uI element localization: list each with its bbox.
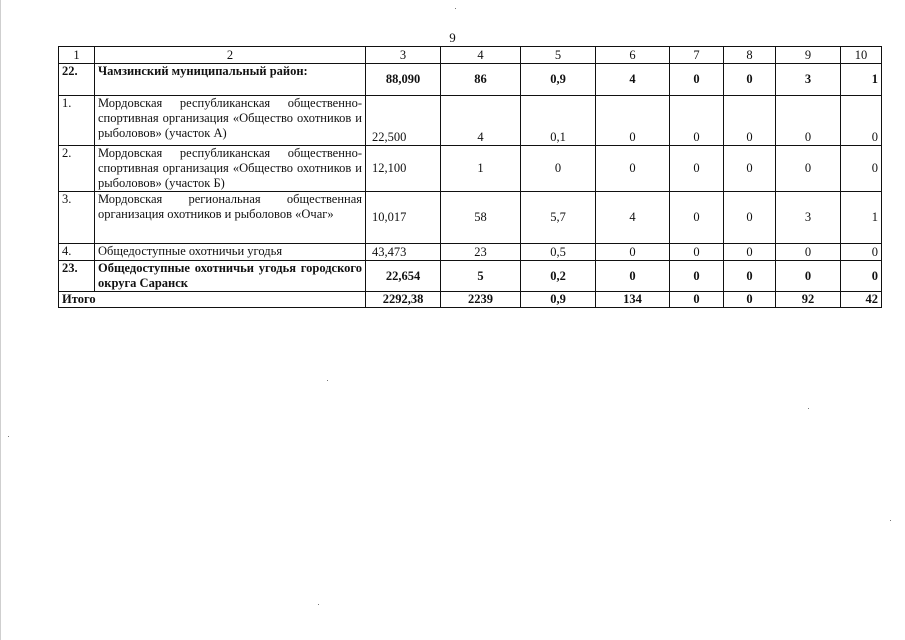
- row-number: 3.: [59, 192, 95, 244]
- wildlife-table: [58, 46, 882, 308]
- value-cell: 1: [441, 146, 521, 192]
- scan-speck: [318, 604, 319, 605]
- total-value: 0: [670, 292, 724, 308]
- table-row: [59, 146, 882, 192]
- value-cell: 0: [841, 96, 882, 146]
- header-cell: 9: [776, 47, 841, 64]
- value-cell: 0: [724, 192, 776, 244]
- value-cell: 0: [776, 96, 841, 146]
- value-cell: 0: [724, 64, 776, 96]
- value-cell: 86: [441, 64, 521, 96]
- value-cell: 0: [670, 192, 724, 244]
- value-cell: 3: [776, 64, 841, 96]
- table-row: [59, 192, 882, 244]
- value-cell: 0: [841, 261, 882, 292]
- value-cell: 0: [670, 64, 724, 96]
- header-cell: 5: [521, 47, 596, 64]
- value-cell: 0: [776, 244, 841, 261]
- scan-speck: [455, 8, 456, 9]
- row-name: Чамзинский муниципальный район:: [95, 64, 366, 96]
- total-value: 0: [724, 292, 776, 308]
- total-label: Итого: [59, 292, 366, 308]
- value-cell: 5,7: [521, 192, 596, 244]
- value-cell: 0: [670, 261, 724, 292]
- value-cell: 0: [776, 146, 841, 192]
- row-name: Общедоступные охотничьи угодья городского округа Саранск: [95, 261, 366, 292]
- value-cell: 0: [841, 146, 882, 192]
- row-name: Мордовская республиканская общественно-спортивная организация «Общество охотников и рыболовов» (участок Б): [95, 146, 366, 192]
- header-cell: 10: [841, 47, 882, 64]
- value-cell: 0: [521, 146, 596, 192]
- header-cell: 1: [59, 47, 95, 64]
- value-cell: 0: [596, 261, 670, 292]
- value-cell: 4: [441, 96, 521, 146]
- scan-speck: [890, 520, 891, 521]
- value-cell: 0: [670, 146, 724, 192]
- total-value: 0,9: [521, 292, 596, 308]
- value-cell: 0: [670, 244, 724, 261]
- table-row: [59, 261, 882, 292]
- header-cell: 4: [441, 47, 521, 64]
- row-number: 4.: [59, 244, 95, 261]
- value-cell: 0: [841, 244, 882, 261]
- row-name: Общедоступные охотничьи угодья: [95, 244, 366, 261]
- value-cell: 58: [441, 192, 521, 244]
- value-cell: 23: [441, 244, 521, 261]
- value-cell: 0: [670, 96, 724, 146]
- value-cell: 3: [776, 192, 841, 244]
- value-cell: 4: [596, 192, 670, 244]
- scan-speck: [8, 436, 9, 437]
- value-cell: 22,500: [366, 96, 441, 146]
- value-cell: 0: [596, 146, 670, 192]
- row-number: 2.: [59, 146, 95, 192]
- header-cell: 8: [724, 47, 776, 64]
- row-number: 1.: [59, 96, 95, 146]
- total-value: 42: [841, 292, 882, 308]
- value-cell: 0,2: [521, 261, 596, 292]
- total-value: 2292,38: [366, 292, 441, 308]
- header-cell: 2: [95, 47, 366, 64]
- scan-speck: [327, 380, 328, 381]
- value-cell: 88,090: [366, 64, 441, 96]
- value-cell: 43,473: [366, 244, 441, 261]
- header-cell: 6: [596, 47, 670, 64]
- value-cell: 10,017: [366, 192, 441, 244]
- header-cell: 7: [670, 47, 724, 64]
- total-value: 92: [776, 292, 841, 308]
- value-cell: 4: [596, 64, 670, 96]
- value-cell: 0: [724, 146, 776, 192]
- row-name: Мордовская республиканская общественно-спортивная организация «Общество охотников и рыболовов» (участок А): [95, 96, 366, 146]
- value-cell: 0: [724, 261, 776, 292]
- value-cell: 1: [841, 192, 882, 244]
- value-cell: 0: [596, 244, 670, 261]
- total-value: 134: [596, 292, 670, 308]
- value-cell: 12,100: [366, 146, 441, 192]
- row-number: 22.: [59, 64, 95, 96]
- value-cell: 0: [724, 244, 776, 261]
- value-cell: 22,654: [366, 261, 441, 292]
- total-row: [59, 292, 882, 308]
- value-cell: 0,5: [521, 244, 596, 261]
- total-value: 2239: [441, 292, 521, 308]
- header-row: [59, 47, 882, 64]
- value-cell: 0: [776, 261, 841, 292]
- value-cell: 0: [724, 96, 776, 146]
- value-cell: 1: [841, 64, 882, 96]
- table-row: [59, 96, 882, 146]
- scan-speck: [808, 408, 809, 409]
- value-cell: 0: [596, 96, 670, 146]
- row-name: Мордовская региональная общественная организация охотников и рыболовов «Очаг»: [95, 192, 366, 244]
- row-number: 23.: [59, 261, 95, 292]
- table-row: [59, 64, 882, 96]
- header-cell: 3: [366, 47, 441, 64]
- page-number: 9: [449, 30, 456, 45]
- table-row: [59, 244, 882, 261]
- scan-edge: [0, 0, 1, 640]
- value-cell: 5: [441, 261, 521, 292]
- value-cell: 0,9: [521, 64, 596, 96]
- value-cell: 0,1: [521, 96, 596, 146]
